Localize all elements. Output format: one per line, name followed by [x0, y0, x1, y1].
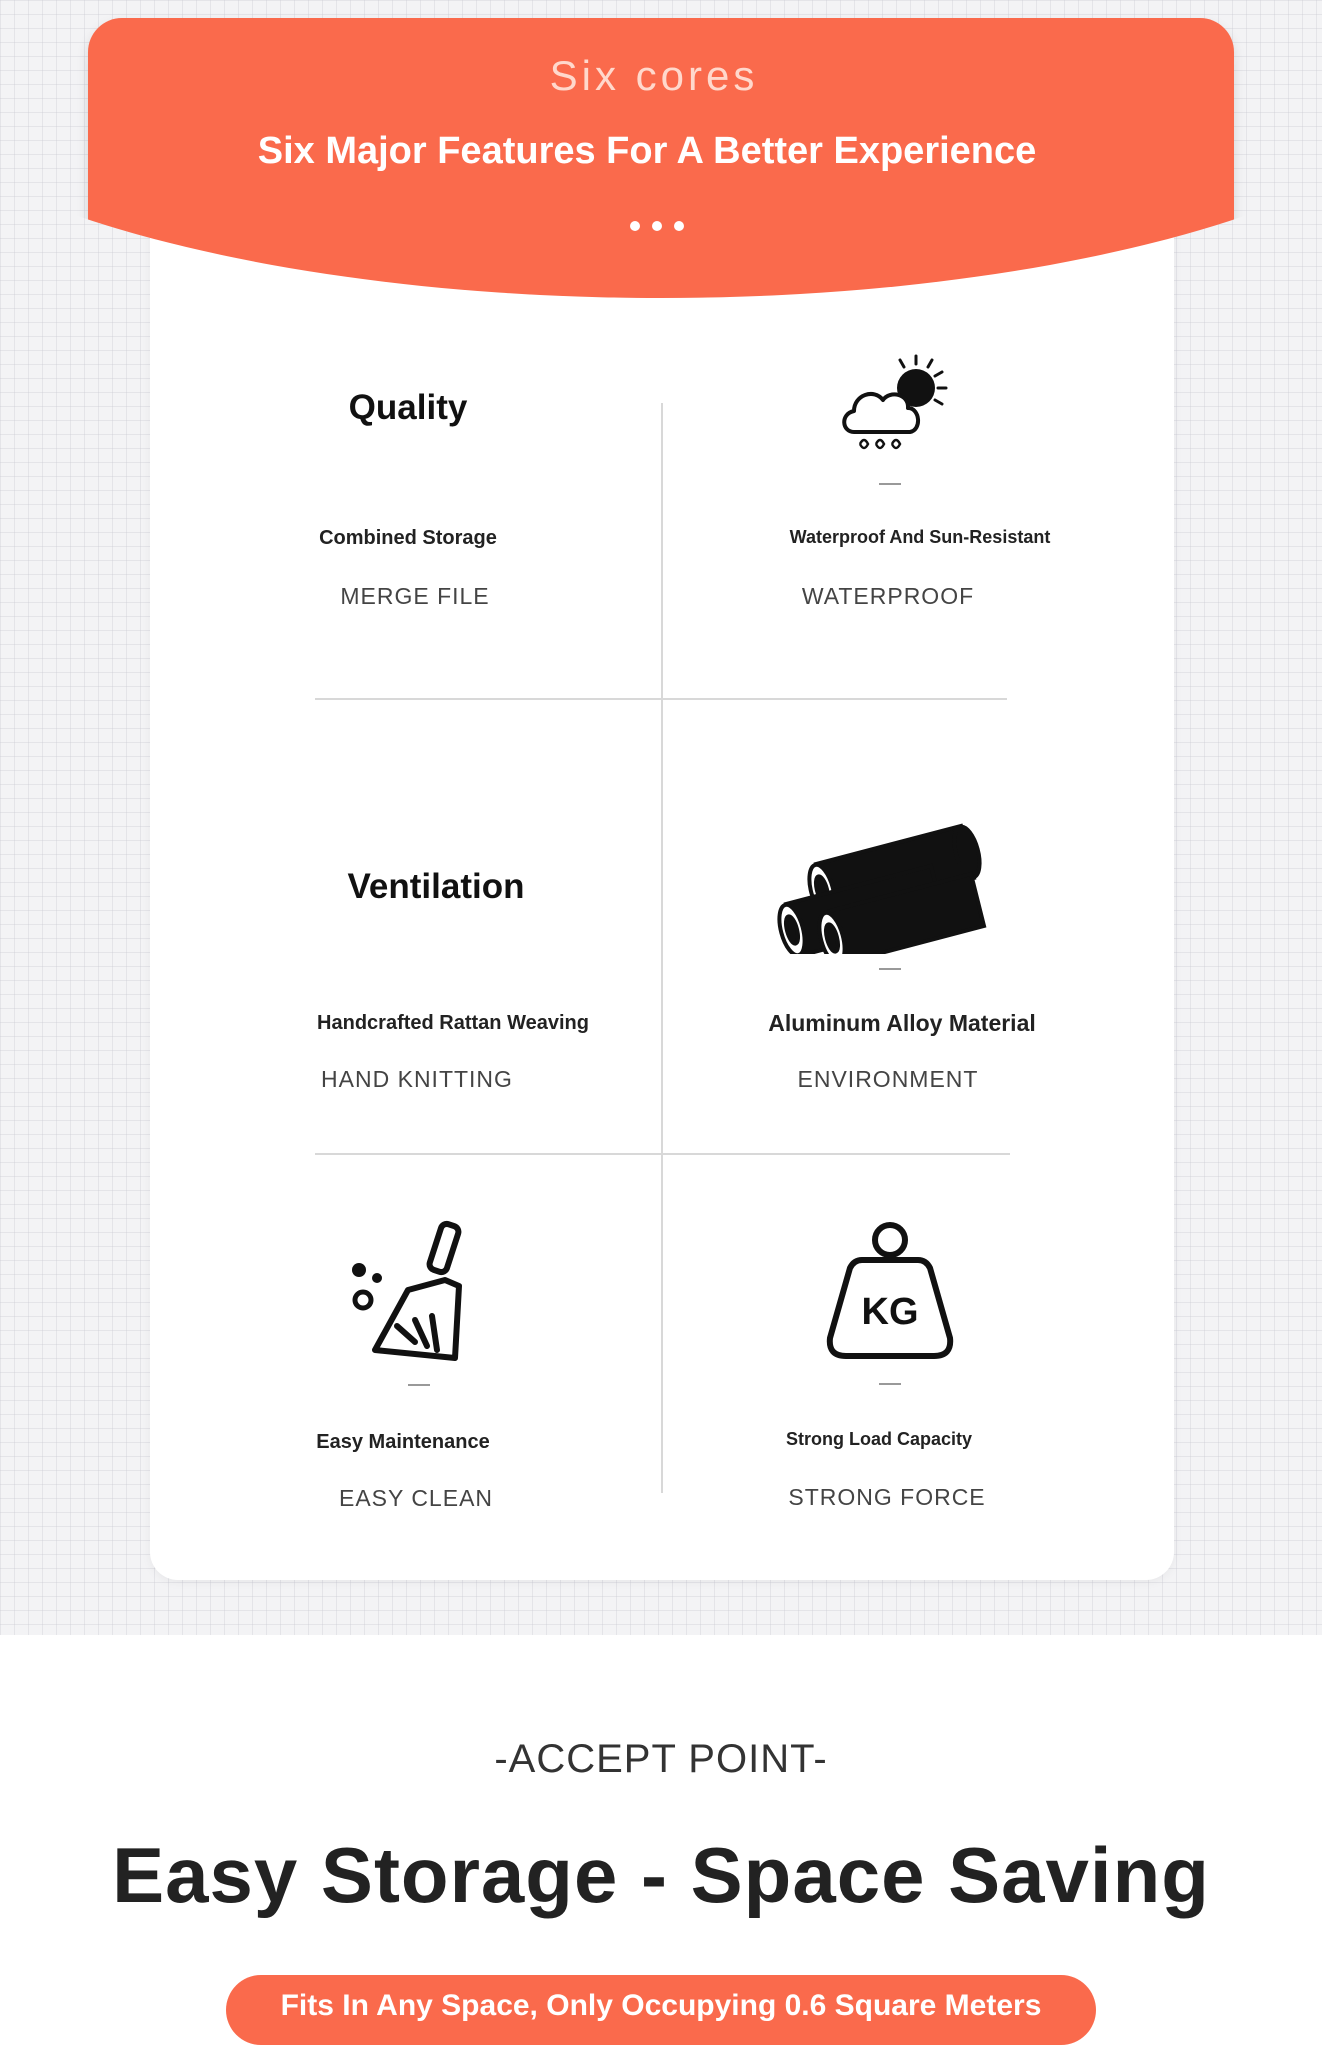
- grid-divider-vertical: [661, 403, 663, 1493]
- section-kicker: -ACCEPT POINT-: [494, 1737, 828, 1781]
- banner-title: Six Major Features For A Better Experience: [257, 130, 1037, 172]
- icon-underline: [879, 968, 901, 970]
- icon-underline: [879, 483, 901, 485]
- feature-caption: MERGE FILE: [340, 583, 490, 609]
- weight-kg-icon: [822, 1220, 958, 1362]
- weight-label: KG: [861, 1291, 919, 1333]
- feature-caption: ENVIRONMENT: [797, 1066, 979, 1092]
- cloud-sun-rain-icon: [836, 350, 956, 465]
- icon-underline: [879, 1383, 901, 1385]
- broom-icon: [345, 1220, 480, 1365]
- feature-caption: EASY CLEAN: [338, 1485, 494, 1511]
- feature-caption: HAND KNITTING: [321, 1066, 513, 1092]
- feature-label: Strong Load Capacity: [785, 1429, 973, 1449]
- feature-label: Combined Storage: [319, 527, 497, 549]
- feature-caption: WATERPROOF: [801, 583, 975, 609]
- feature-caption: STRONG FORCE: [788, 1484, 986, 1510]
- section-pill: Fits In Any Space, Only Occupying 0.6 Square Meters: [226, 1975, 1096, 2045]
- grid-divider-horizontal: [315, 1153, 1010, 1155]
- feature-heading-quality: Quality: [348, 388, 468, 427]
- feature-label: Waterproof And Sun-Resistant: [789, 527, 1051, 547]
- feature-label: Easy Maintenance: [316, 1431, 490, 1453]
- banner-subtitle: Six cores: [549, 52, 759, 99]
- aluminum-tubes-icon: [776, 814, 998, 954]
- icon-underline: [408, 1384, 430, 1386]
- section-headline: Easy Storage - Space Saving: [112, 1831, 1210, 1919]
- feature-heading-ventilation: Ventilation: [347, 867, 525, 906]
- banner-dots: [630, 221, 684, 231]
- grid-divider-horizontal: [315, 698, 1007, 700]
- feature-label: Handcrafted Rattan Weaving: [317, 1012, 589, 1034]
- feature-label: Aluminum Alloy Material: [768, 1010, 1036, 1036]
